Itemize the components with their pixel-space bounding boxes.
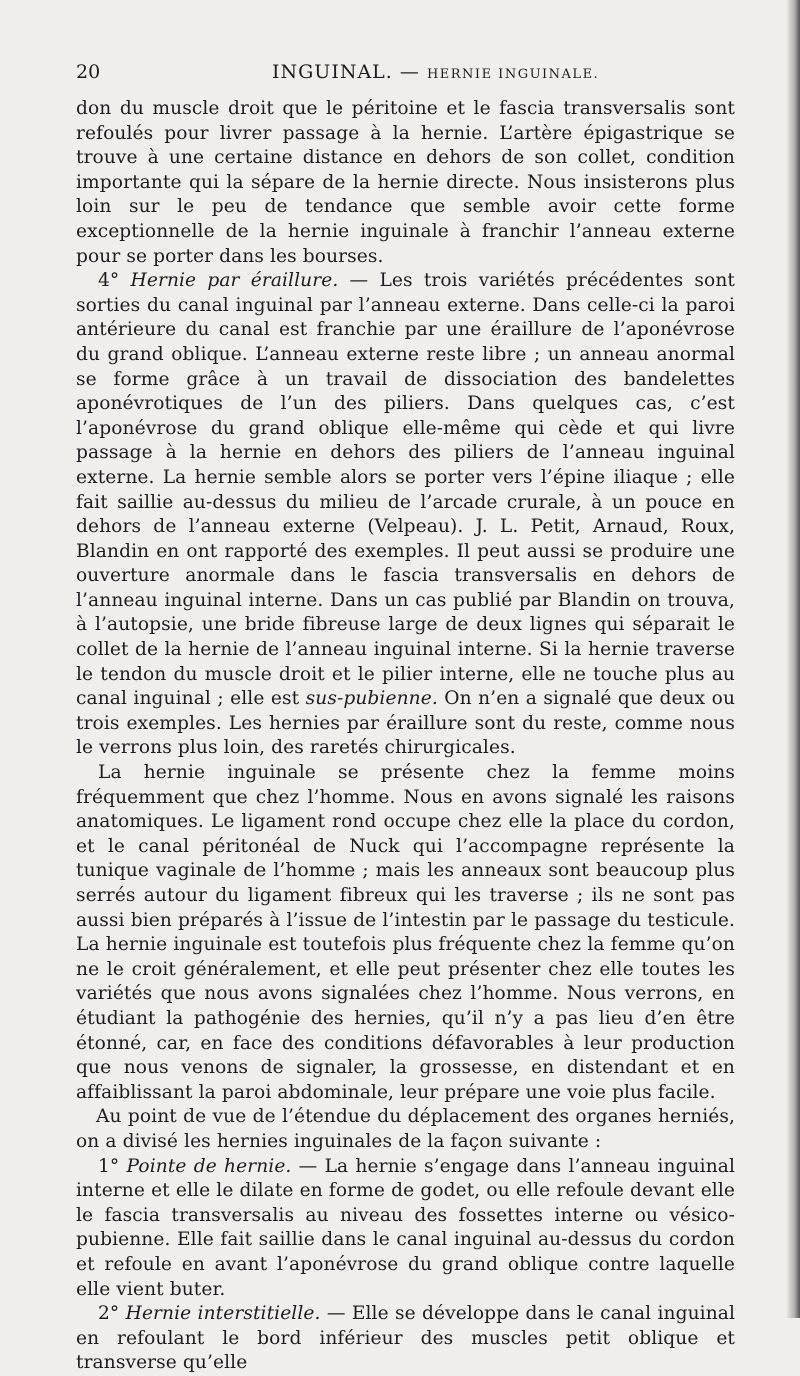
- paragraph-3: La hernie inguinale se présente chez la femme moins fréquemment que chez l’homme. Nous en avons signalé les raisons anatomiques. Le ligament rond occupe chez elle la place du cordon, et le canal péritonéal de Nuck qui l’accompagne représente la tunique vaginale de l’homme ; mais les anneaux sont beaucoup plus serrés autour du ligament fibreux qui les traverse ; ils ne sont pas aussi bien préparés à l’issue de l’intestin par le passage du testicule. La hernie inguinale est toutefois plus fréquente chez la femme qu’on ne le croit généralement, et elle peut présenter chez elle toutes les variétés que nous avons signalées chez l’homme. Nous verrons, en étudiant la pathogénie des hernies, qu’il n’y a pas lieu d’en être étonné, car, en face des conditions défavorables à leur production que nous venons de signaler, la grossesse, en distendant et en affaiblissant la paroi abdominale, leur prépare une voie plus facile.: [76, 762, 735, 1103]
- paragraph-4: Au point de vue de l’étendue du déplacement des organes herniés, on a divisé les hernies inguinales de la façon suivante :: [76, 1106, 735, 1152]
- paragraph-5-dash: —: [298, 1155, 318, 1177]
- paragraph-6: [76, 1302, 735, 1376]
- paragraph-5-heading: Pointe de hernie.: [126, 1155, 292, 1177]
- paragraph-5-number: 1°: [98, 1155, 120, 1177]
- paragraph-2-heading: Hernie par éraillure.: [130, 270, 339, 292]
- paragraph-2-dash: —: [349, 270, 369, 292]
- paragraph-1: don du muscle droit que le péritoine et le fascia transversalis sont refoulés pour livrer passage à la hernie. L’artère épigastrique se trouve à une certaine distance en dehors de son collet, condition importante qui la sépare de la hernie directe. Nous insisterons plus loin sur le peu de tendance que semble avoir cette forme exceptionnelle de la hernie inguinale à franchir l’anneau externe pour se porter dans les bourses.: [76, 98, 735, 267]
- paragraph-5: [76, 1155, 735, 1303]
- paragraph-5-body: La hernie s’engage dans l’anneau inguinal interne et elle le dilate en forme de godet, ou elle refoule devant elle le fascia transversalis au niveau des fossettes interne ou vésico-pubienne. Elle fait saillie dans le canal inguinal au-dessus du cordon et refoule en avant l’aponévrose du grand oblique contre laquelle elle vient buter.: [76, 1155, 736, 1300]
- paragraph-6-dash: —: [326, 1303, 346, 1325]
- paragraph-6-body: Elle se développe dans le canal inguinal en refoulant le bord inférieur des muscles petit oblique et transverse qu’elle: [76, 1303, 736, 1374]
- running-subtitle: HERNIE INGUINALE.: [426, 67, 600, 82]
- paragraph-2-body: Les trois variétés précédentes sont sorties du canal inguinal par l’anneau externe. Dans celle-ci la paroi antérieure du canal est franchie par une éraillure de l’aponévrose du grand oblique. L’anneau externe reste libre ; un anneau anormal se forme grâce à un travail de dissociation des bandelettes aponévrotiques de l’un des piliers. Dans quelques cas, c’est l’aponévrose du grand oblique elle-même qui cède et qui livre passage à la hernie en dehors des piliers de l’anneau inguinal externe. La hernie semble alors se porter vers l’épine iliaque ; elle fait saillie au-dessus du milieu de l’arcade crurale, à un pouce en dehors de l’anneau externe (Velpeau). J. L. Petit, Arnaud, Roux, Blandin en ont rapporté des exemples. Il peut aussi se produire une ouverture anormale dans le fascia transversalis en dehors de l’anneau inguinal interne. Dans un cas publié par Blandin on trouva, à l’autopsie, une bride fibreuse large de deux lignes qui séparait le collet de la hernie de l’anneau inguinal interne. Si la hernie traverse le tendon du muscle droit et le pilier interne, elle ne touche plus au canal inguinal ; elle est: [76, 270, 735, 710]
- paragraph-2-number: 4°: [98, 270, 120, 292]
- running-title-main: INGUINAL.: [272, 61, 393, 83]
- paragraph-2-italic-term: sus-pubienne.: [305, 688, 438, 710]
- running-title-separator: —: [399, 61, 420, 83]
- paragraph-2: [76, 269, 735, 761]
- paragraph-2-end: On n’en a signalé que deux ou trois exemples. Les hernies par éraillure sont du reste, comme nous le verrons plus loin, des raretés chirurgicales.: [76, 688, 736, 759]
- body-text: [76, 97, 735, 1376]
- paragraph-6-heading: Hernie interstitielle.: [125, 1303, 321, 1325]
- paragraph-6-number: 2°: [98, 1303, 120, 1325]
- page-edge-shadow: [786, 0, 800, 1318]
- running-title: [272, 60, 599, 87]
- page-number: 20: [76, 61, 101, 83]
